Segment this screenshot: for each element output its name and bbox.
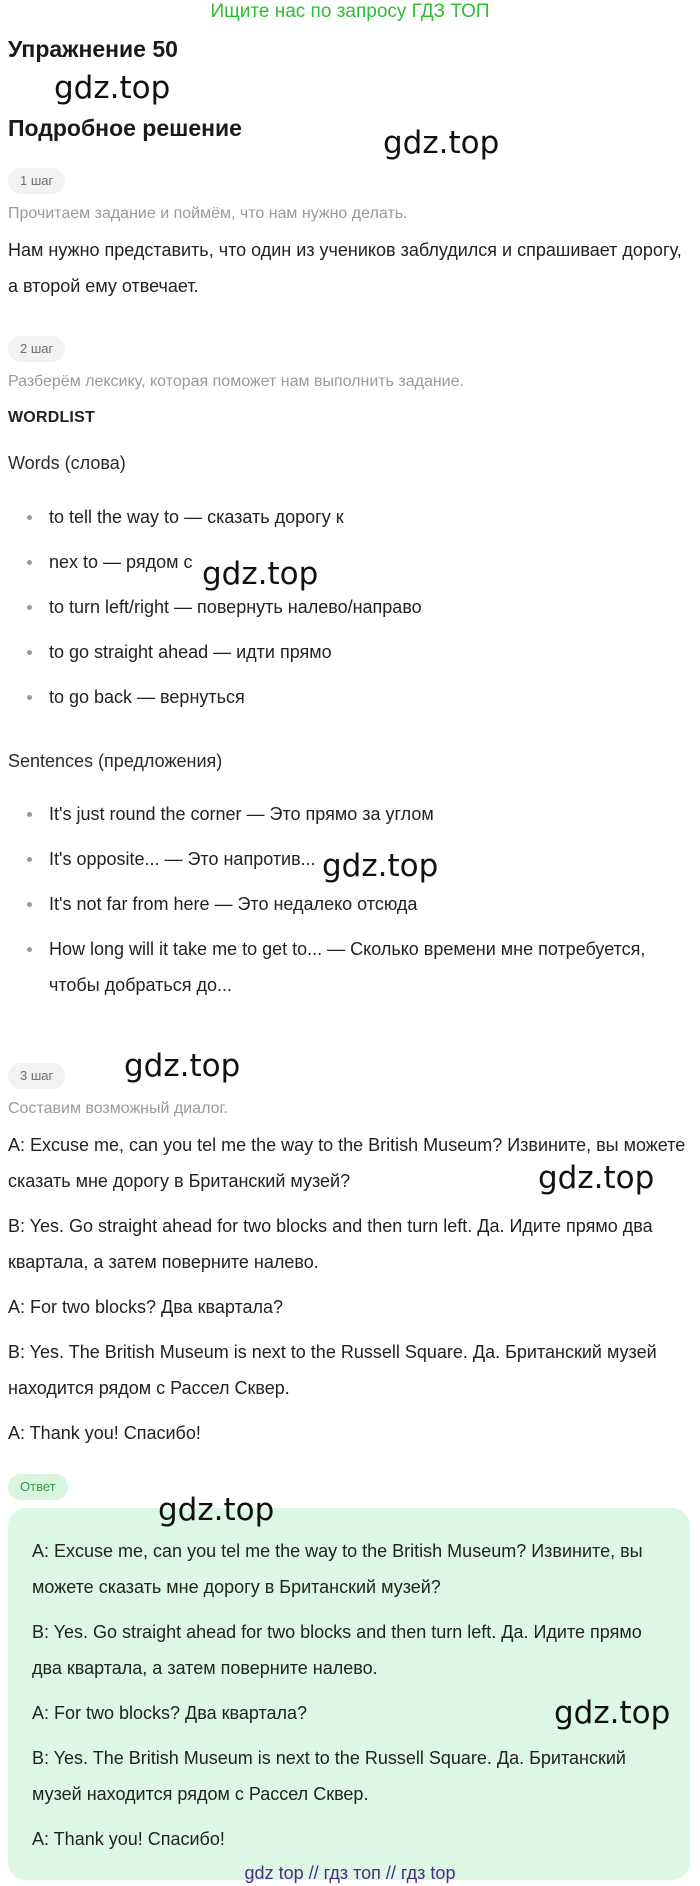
list-item-text: How long will it take me to get to... — Сколько времени мне потребуется, чтобы добраться до... (49, 939, 646, 995)
dialog-line: A: For two blocks? Два квартала? (8, 1297, 284, 1317)
list-item-text: It's opposite... — Это напротив... (49, 849, 316, 869)
solution-heading: Подробное решение (8, 115, 242, 141)
watermark: gdz.top (538, 1160, 655, 1196)
list-item-text: It's not far from here — Это недалеко отсюда (49, 894, 418, 914)
words-label: Words (слова) (8, 453, 126, 473)
bullet-dot-icon (27, 695, 32, 700)
watermark: gdz.top (124, 1048, 241, 1084)
dialog-line: A: Thank you! Спасибо! (8, 1423, 201, 1443)
bullet-dot-icon (27, 650, 32, 655)
step-1-text: Нам нужно представить, что один из учеников заблудился и спрашивает дорогу, а второй ему отвечает. (8, 240, 682, 296)
list-item-text: to tell the way to — сказать дорогу к (49, 507, 344, 527)
answer-line: B: Yes. The British Museum is next to the Russell Square. Да. Британский музей находится рядом с Рассел Сквер. (32, 1748, 626, 1804)
list-item-text: to go back — вернуться (49, 687, 245, 707)
answer-line: A: Thank you! Спасибо! (32, 1829, 225, 1849)
answer-line: A: Excuse me, can you tel me the way to the British Museum? Извините, вы можете сказать мне дорогу в Британский музей? (32, 1541, 643, 1597)
bullet-dot-icon (27, 902, 32, 907)
wordlist-label: WORDLIST (8, 409, 95, 426)
sentences-label: Sentences (предложения) (8, 751, 223, 771)
list-item-text: It's just round the corner — Это прямо за углом (49, 804, 434, 824)
list-item-text: nex to — рядом с (49, 552, 193, 572)
bullet-dot-icon (27, 515, 32, 520)
answer-chip: Ответ (8, 1474, 68, 1500)
watermark: gdz.top (158, 1492, 275, 1528)
bullet-dot-icon (27, 812, 32, 817)
dialog-line: B: Yes. The British Museum is next to the Russell Square. Да. Британский музей находится рядом с Рассел Сквер. (8, 1342, 657, 1398)
watermark: gdz.top (202, 556, 319, 592)
answer-line: A: For two blocks? Два квартала? (32, 1703, 308, 1723)
bullet-dot-icon (27, 605, 32, 610)
step-3-chip: 3 шаг (8, 1063, 65, 1089)
watermark: gdz.top (322, 848, 439, 884)
watermark: gdz.top (383, 125, 500, 161)
answer-line: B: Yes. Go straight ahead for two blocks and then turn left. Да. Идите прямо два квартала, а затем поверните налево. (32, 1622, 642, 1678)
search-banner[interactable]: Ищите нас по запросу ГДЗ ТОП (210, 1, 490, 22)
dialog-line: A: Excuse me, can you tel me the way to the British Museum? Извините, вы можете сказать мне дорогу в Британский музей? (8, 1135, 686, 1191)
step-1-hint: Прочитаем задание и поймём, что нам нужно делать. (8, 205, 408, 222)
footer-links[interactable]: gdz top // гдз топ // гдз top (244, 1863, 456, 1883)
bullet-dot-icon (27, 857, 32, 862)
step-1-chip: 1 шаг (8, 168, 65, 194)
watermark: gdz.top (54, 70, 171, 106)
step-3-hint: Составим возможный диалог. (8, 1100, 228, 1117)
exercise-title: Упражнение 50 (8, 36, 178, 62)
bullet-dot-icon (27, 947, 32, 952)
list-item-text: to go straight ahead — идти прямо (49, 642, 332, 662)
list-item-text: to turn left/right — повернуть налево/направо (49, 597, 422, 617)
step-2-hint: Разберём лексику, которая поможет нам выполнить задание. (8, 373, 464, 390)
watermark: gdz.top (554, 1695, 671, 1731)
dialog-line: B: Yes. Go straight ahead for two blocks and then turn left. Да. Идите прямо два квартала, а затем поверните налево. (8, 1216, 653, 1272)
bullet-dot-icon (27, 560, 32, 565)
step-2-chip: 2 шаг (8, 336, 65, 362)
